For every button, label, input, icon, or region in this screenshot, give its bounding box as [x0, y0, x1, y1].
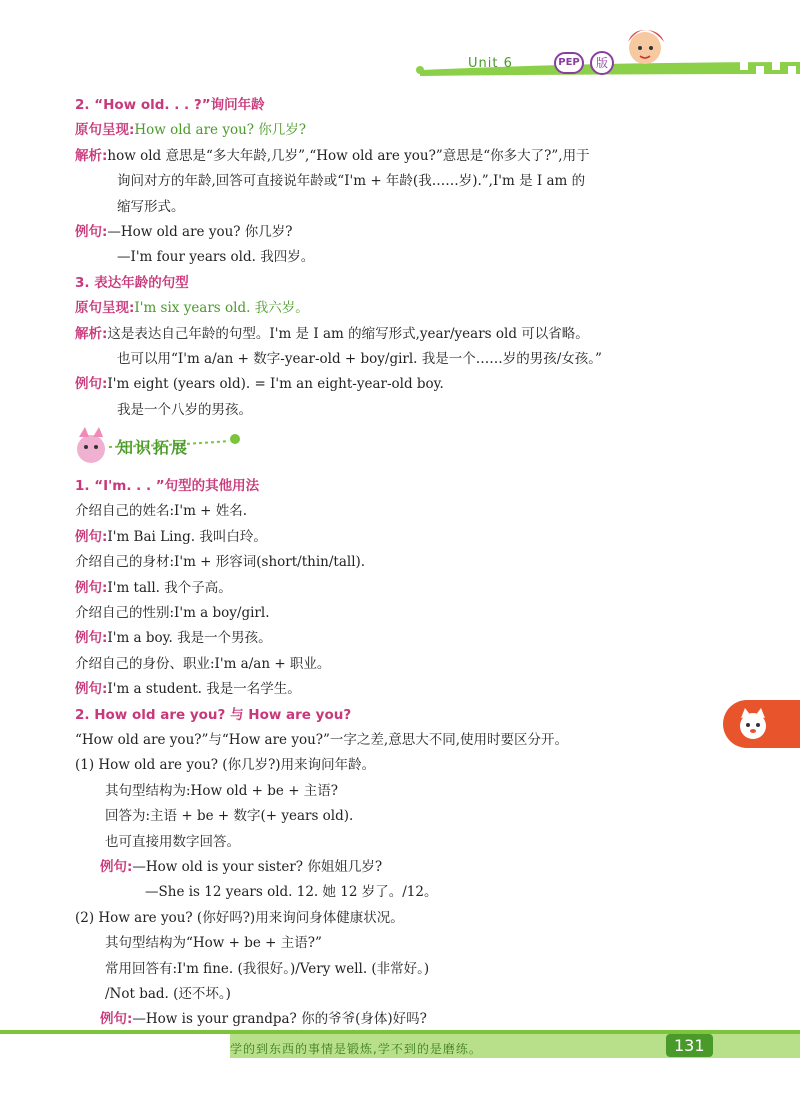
page-number: 131 [666, 1034, 713, 1057]
text-line [75, 144, 735, 169]
text-line: 介绍自己的身材:I'm + 形容词(short/thin/tall). [75, 554, 366, 571]
side-tab [723, 700, 800, 748]
text-line [75, 576, 735, 601]
text-line [75, 677, 735, 702]
text-line: /Not bad. (还不坏。) [105, 985, 231, 1002]
text-line [75, 372, 735, 397]
line-text: I'm eight (years old). = I'm an eight-year-old boy. [107, 376, 444, 393]
text-line: (1) How old are you? (你几岁?)用来询问年龄。 [75, 757, 376, 774]
text-line [75, 626, 735, 651]
knowledge-extension-banner [75, 423, 735, 474]
page-content [75, 93, 735, 1033]
line-text: I'm a student. 我是一名学生。 [107, 681, 301, 698]
unit-label: Unit 6 [468, 56, 513, 71]
label-tag: 例句: [75, 223, 108, 240]
text-line [75, 1007, 735, 1032]
text-line: 也可直接用数字回答。 [105, 833, 240, 850]
edition-badge: 版 [590, 51, 614, 75]
text-line: 其句型结构为“How + be + 主语?” [105, 935, 322, 952]
pep-badge: PEP [554, 52, 584, 74]
text-line: 介绍自己的身份、职业:I'm a/an + 职业。 [75, 655, 331, 672]
text-line: “How old are you?”与“How are you?”一字之差,意思大不同,使用时要区分开。 [75, 731, 568, 748]
label-tag: 例句: [75, 528, 108, 545]
text-line: 回答为:主语 + be + 数字(+ years old). [105, 808, 354, 825]
text-line: 也可以用“I'm a/an + 数字-year-old + boy/girl. 我是一个……岁的男孩/女孩。” [117, 350, 602, 367]
label-tag: 解析: [75, 147, 108, 164]
section-heading: 2. “How old. . . ?”询问年龄 [75, 97, 265, 113]
line-text: —How is your grandpa? 你的爷爷(身体)好吗? [132, 1011, 427, 1028]
label-tag: 例句: [75, 376, 108, 393]
label-tag: 解析: [75, 325, 108, 342]
text-line: —She is 12 years old. 12. 她 12 岁了。/12。 [145, 884, 438, 901]
label-tag: 例句: [100, 858, 133, 875]
line-text: I'm a boy. 我是一个男孩。 [107, 630, 272, 647]
line-text: —How old are you? 你几岁? [107, 223, 293, 240]
label-tag: 例句: [75, 630, 108, 647]
cartoon-girl-icon [629, 32, 661, 64]
label-tag: 例句: [100, 1011, 133, 1028]
text-line: 询问对方的年龄,回答可直接说年龄或“I'm + 年龄(我……岁).”,I'm 是 I am 的 [117, 173, 586, 190]
text-line: 其句型结构为:How old + be + 主语? [105, 782, 339, 799]
section-heading: 1. “I'm. . . ”句型的其他用法 [75, 478, 260, 495]
text-line [75, 118, 735, 143]
cartoon-fox-icon [733, 704, 773, 744]
text-line [75, 220, 735, 245]
section-heading: 2. How old are you? 与 How are you? [75, 706, 352, 723]
label-tag: 原句呈现: [75, 300, 135, 317]
text-line [75, 855, 735, 880]
section-heading: 3. 表达年龄的句型 [75, 274, 189, 291]
text-line: 缩写形式。 [117, 198, 185, 215]
header-decoration [0, 0, 800, 90]
label-tag: 原句呈现: [75, 122, 135, 139]
line-text: —How old is your sister? 你姐姐几岁? [132, 858, 383, 875]
page-header [0, 0, 800, 90]
label-tag: 例句: [75, 579, 108, 596]
label-tag: 例句: [75, 681, 108, 698]
knowledge-extension-title: 知识拓展 [117, 438, 190, 458]
text-line [75, 525, 735, 550]
text-line: 常用回答有:I'm fine. (我很好。)/Very well. (非常好。) [105, 960, 430, 977]
line-text: how old 意思是“多大年龄,几岁”,“How old are you?”意思是“你多大了?”,用于 [107, 147, 590, 164]
text-line [75, 322, 735, 347]
text-line: 我是一个八岁的男孩。 [117, 401, 252, 418]
line-text: I'm tall. 我个子高。 [107, 579, 232, 596]
line-text: I'm Bai Ling. 我叫白玲。 [107, 528, 267, 545]
footer-motto: 学的到东西的事情是锻炼,学不到的是磨练。 [230, 1042, 482, 1056]
text-line: 介绍自己的姓名:I'm + 姓名. [75, 503, 248, 520]
text-line: 介绍自己的性别:I'm a boy/girl. [75, 605, 270, 622]
line-text: I'm six years old. 我六岁。 [134, 300, 309, 317]
text-line: —I'm four years old. 我四岁。 [117, 249, 315, 266]
line-text: 这是表达自己年龄的句型。I'm 是 I am 的缩写形式,year/years old 可以省略。 [107, 325, 589, 342]
text-line [75, 296, 735, 321]
text-line: (2) How are you? (你好吗?)用来询问身体健康状况。 [75, 909, 404, 926]
line-text: How old are you? 你几岁? [134, 122, 307, 139]
